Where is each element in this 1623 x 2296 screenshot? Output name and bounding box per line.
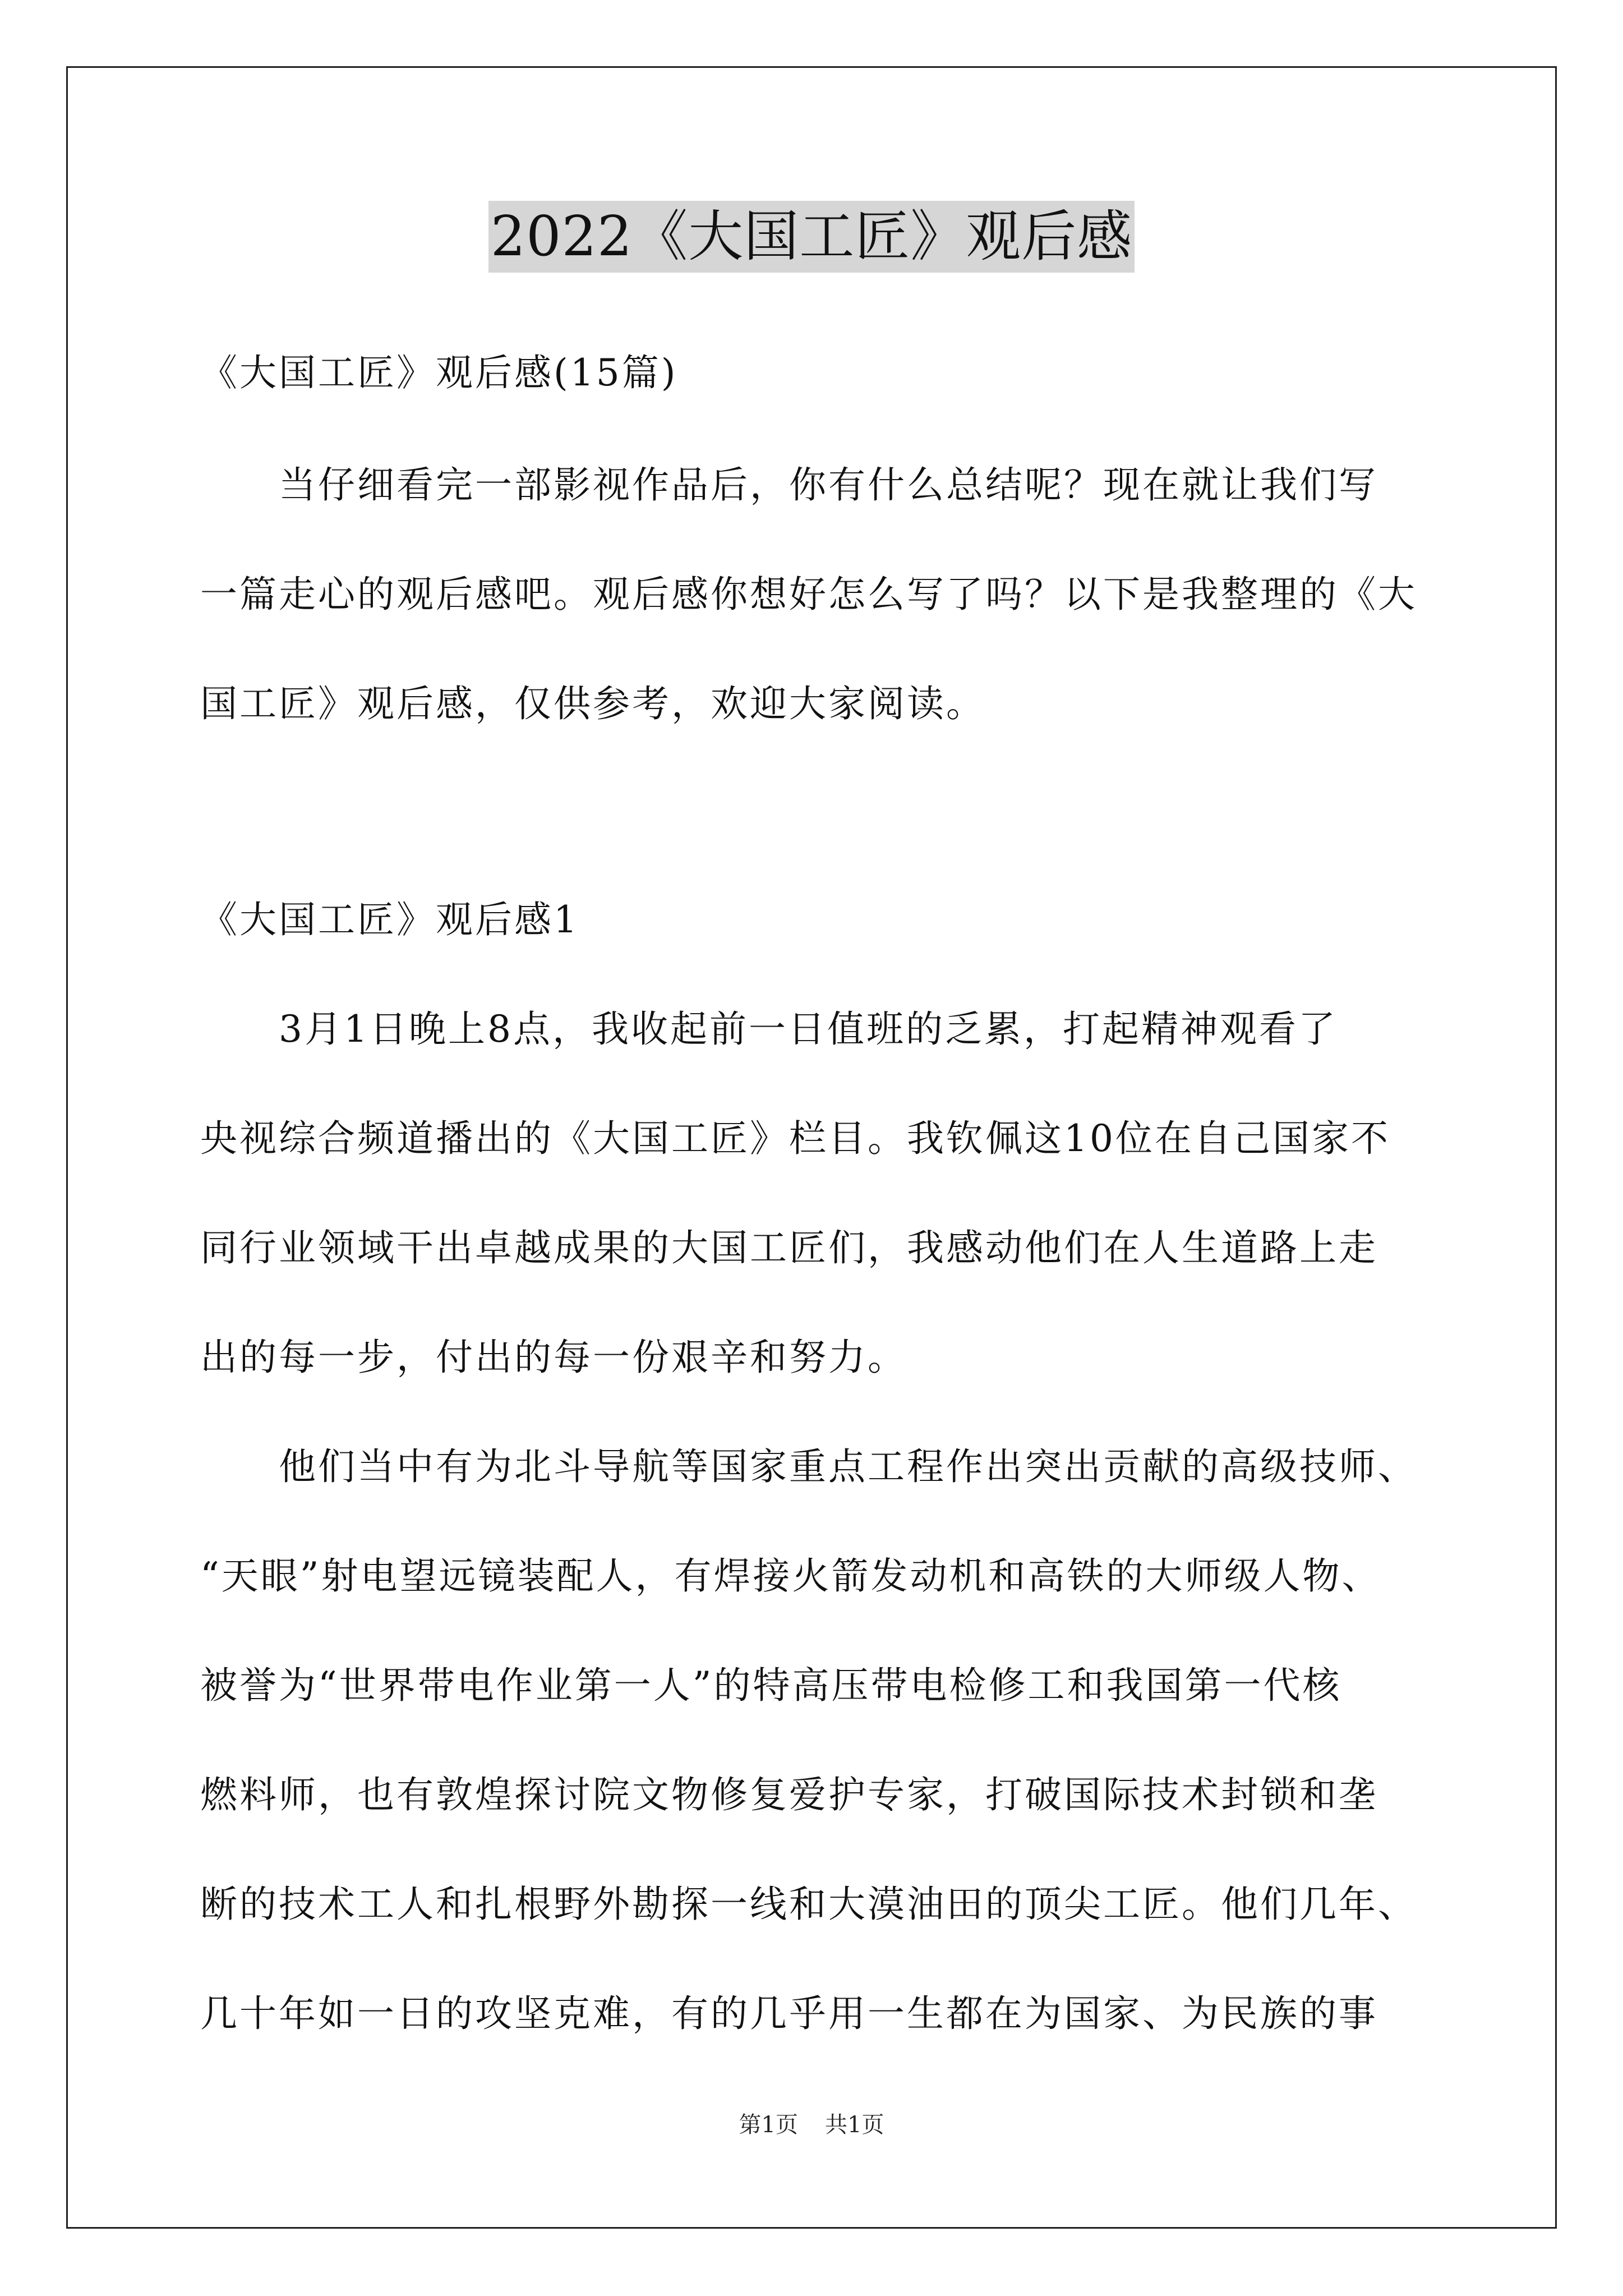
page-number: 第1页 bbox=[739, 2112, 798, 2138]
paragraph-line: 3月1日晚上8点，我收起前一日值班的乏累，打起精神观看了 bbox=[279, 1007, 1338, 1051]
page-footer bbox=[0, 2108, 1623, 2142]
paragraph-line: 燃料师，也有敦煌探讨院文物修复爱护专家，打破国际技术封锁和垄 bbox=[200, 1773, 1378, 1816]
paragraph-line: “天眼”射电望远镜装配人，有焊接火箭发动机和高铁的大师级人物、 bbox=[200, 1554, 1381, 1598]
title-container bbox=[0, 201, 1623, 273]
section-heading: 《大国工匠》观后感1 bbox=[200, 898, 579, 941]
intro-line: 当仔细看完一部影视作品后，你有什么总结呢？现在就让我们写 bbox=[279, 463, 1378, 507]
paragraph-line: 被誉为“世界带电作业第一人”的特高压带电检修工和我国第一代核 bbox=[200, 1664, 1342, 1707]
subtitle: 《大国工匠》观后感(15篇) bbox=[200, 351, 678, 394]
page-total: 共1页 bbox=[825, 2112, 884, 2138]
paragraph-line: 他们当中有为北斗导航等国家重点工程作出突出贡献的高级技师、 bbox=[279, 1445, 1417, 1488]
paragraph-line: 同行业领域干出卓越成果的大国工匠们，我感动他们在人生道路上走 bbox=[200, 1226, 1378, 1269]
paragraph-line: 出的每一步，付出的每一份艰辛和努力。 bbox=[200, 1336, 907, 1379]
paragraph-line: 央视综合频道播出的《大国工匠》栏目。我钦佩这10位在自己国家不 bbox=[200, 1117, 1390, 1160]
intro-line: 国工匠》观后感，仅供参考，欢迎大家阅读。 bbox=[200, 682, 985, 725]
document-title: 2022《大国工匠》观后感 bbox=[488, 201, 1135, 273]
paragraph-line: 断的技术工人和扎根野外勘探一线和大漠油田的顶尖工匠。他们几年、 bbox=[200, 1883, 1417, 1926]
paragraph-line: 几十年如一日的攻坚克难，有的几乎用一生都在为国家、为民族的事 bbox=[200, 1992, 1378, 2035]
intro-line: 一篇走心的观后感吧。观后感你想好怎么写了吗？以下是我整理的《大 bbox=[200, 573, 1417, 616]
